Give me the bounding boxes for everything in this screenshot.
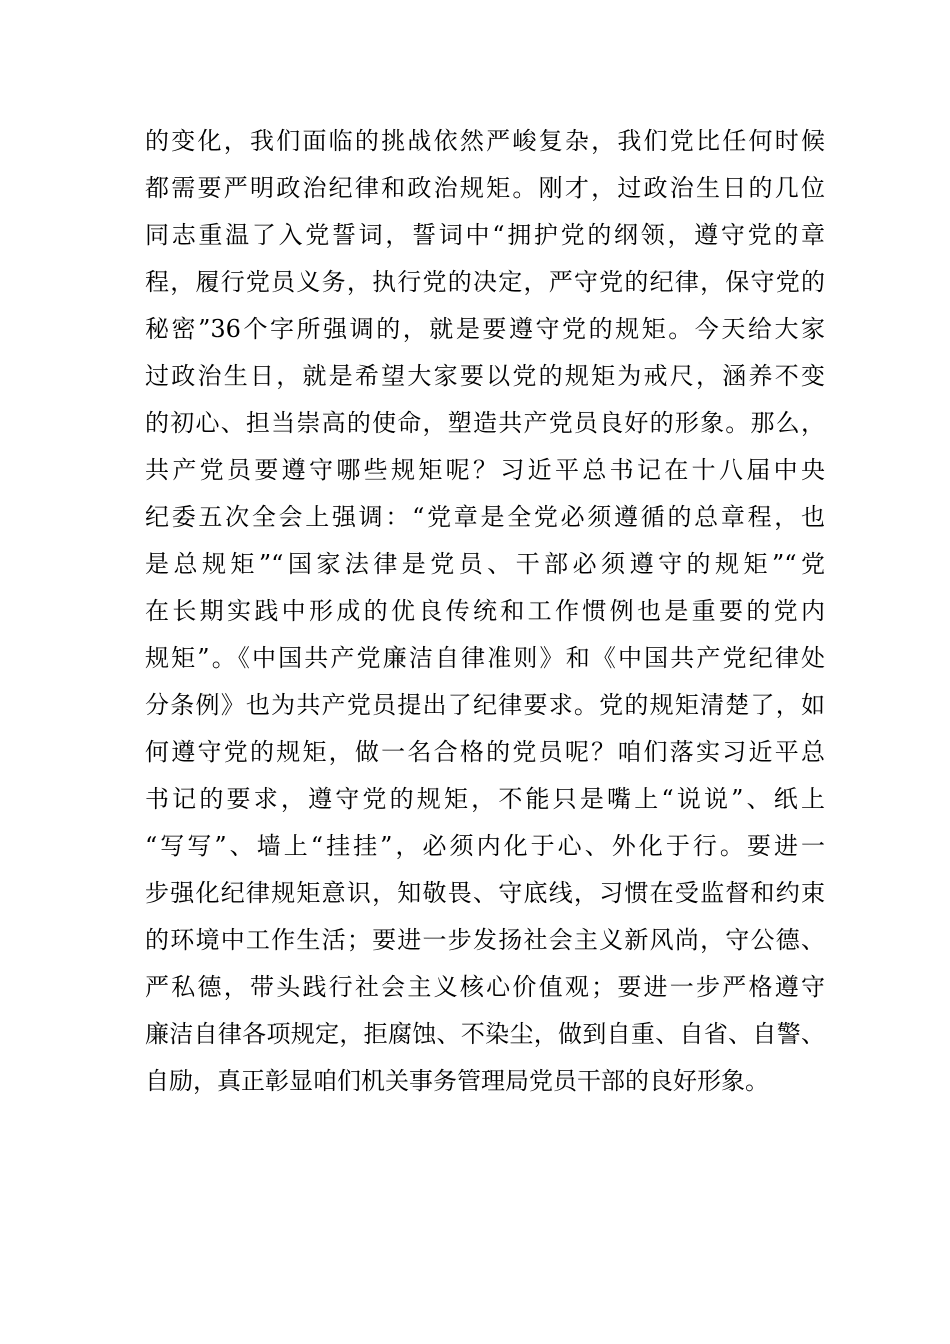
text-line-2: 都需要严明政治纪律和政治规矩。刚才，过政治生日的几位 [145, 174, 825, 202]
text-line-9: 纪委五次全会上强调：“党章是全党必须遵循的总章程，也 [145, 503, 825, 531]
text-line-5: 秘密”36个字所强调的，就是要遵守党的规矩。今天给大家 [145, 315, 825, 343]
text-line-16: “写写”、墙上“挂挂”，必须内化于心、外化于行。要进一 [145, 832, 825, 860]
text-line-15: 书记的要求，遵守党的规矩，不能只是嘴上“说说”、纸上 [145, 785, 825, 813]
text-line-10: 是总规矩”“国家法律是党员、干部必须遵守的规矩”“党 [145, 550, 825, 578]
text-line-14: 何遵守党的规矩，做一名合格的党员呢？咱们落实习近平总 [145, 738, 825, 766]
text-line-12: 规矩”。《中国共产党廉洁自律准则》和《中国共产党纪律处 [145, 644, 825, 672]
text-line-18: 的环境中工作生活；要进一步发扬社会主义新风尚，守公德、 [145, 926, 825, 954]
text-line-17: 步强化纪律规矩意识，知敬畏、守底线，习惯在受监督和约束 [145, 879, 825, 907]
text-line-13: 分条例》也为共产党员提出了纪律要求。党的规矩清楚了，如 [145, 691, 825, 719]
text-line-6: 过政治生日，就是希望大家要以党的规矩为戒尺，涵养不变 [145, 362, 825, 390]
text-line-21: 自励，真正彰显咱们机关事务管理局党员干部的良好形象。 [145, 1067, 769, 1095]
text-line-1: 的变化，我们面临的挑战依然严峻复杂，我们党比任何时候 [145, 127, 825, 155]
text-line-4: 程，履行党员义务，执行党的决定，严守党的纪律，保守党的 [145, 268, 825, 296]
body-paragraph [145, 118, 825, 1105]
text-line-8: 共产党员要遵守哪些规矩呢？习近平总书记在十八届中央 [145, 456, 825, 484]
text-line-19: 严私德，带头践行社会主义核心价值观；要进一步严格遵守 [145, 973, 825, 1001]
text-line-11: 在长期实践中形成的优良传统和工作惯例也是重要的党内 [145, 597, 825, 625]
text-line-7: 的初心、担当崇高的使命，塑造共产党员良好的形象。那么， [145, 409, 825, 437]
text-line-3: 同志重温了入党誓词，誓词中“拥护党的纲领，遵守党的章 [145, 221, 825, 249]
text-line-20: 廉洁自律各项规定，拒腐蚀、不染尘，做到自重、自省、自警、 [145, 1020, 825, 1048]
